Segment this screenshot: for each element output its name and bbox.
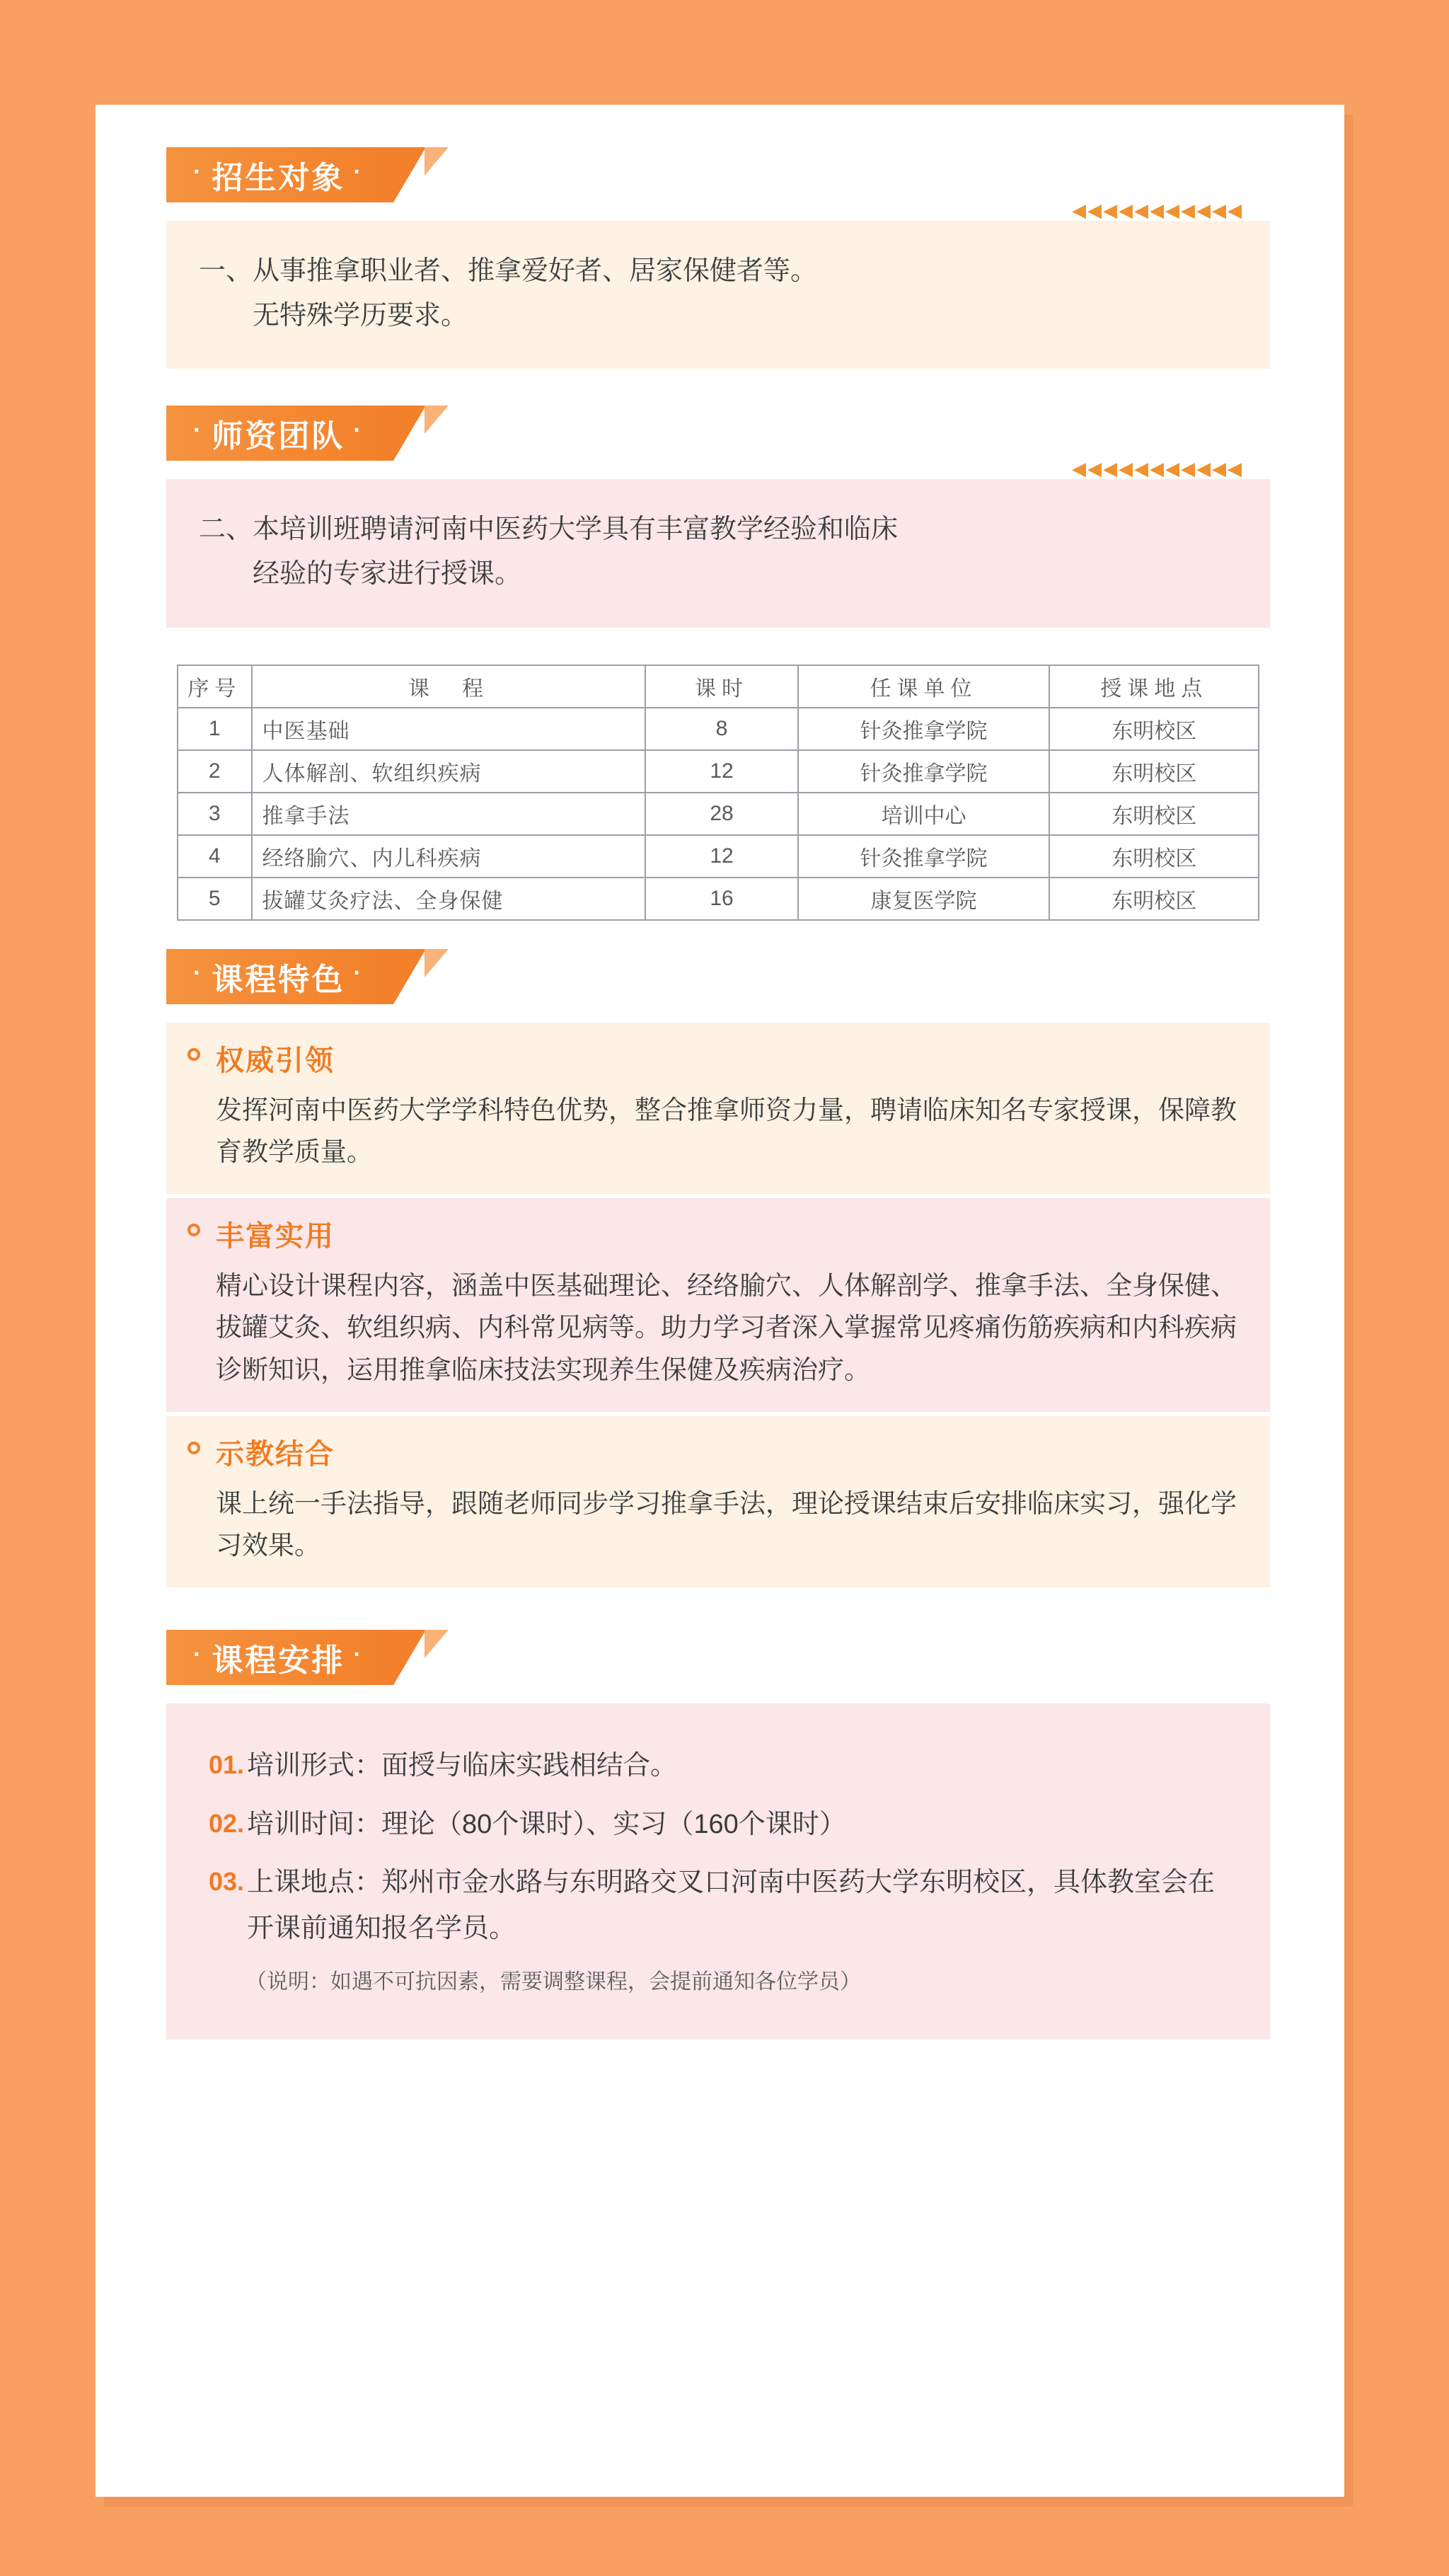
feature-item-demonstration	[166, 1416, 1270, 1587]
faculty-block	[166, 458, 1270, 627]
paragraph-number: 二、	[199, 514, 253, 545]
cell-hours: 28	[645, 793, 797, 835]
table-header-row	[178, 665, 1259, 708]
cell-course: 经络腧穴、内儿科疾病	[252, 835, 646, 878]
ribbon-bar	[166, 949, 393, 1004]
recruitment-paragraph	[199, 249, 1237, 338]
ribbon-right-dot: ·	[353, 1640, 364, 1668]
feature-heading: 丰富实用	[216, 1221, 335, 1253]
recruitment-line-1: 从事推拿职业者、推拿爱好者、居家保健者等。	[253, 256, 818, 286]
cell-place: 东明校区	[1049, 835, 1259, 878]
ribbon-bar	[166, 406, 393, 461]
poster-content	[138, 105, 1298, 2040]
paragraph-number: 一、	[199, 256, 253, 286]
faculty-line-2: 经验的专家进行授课。	[253, 559, 522, 590]
cell-course: 拔罐艾灸疗法、全身保健	[252, 878, 646, 920]
arrow-decoration: ◀◀◀◀◀◀◀◀◀◀◀	[1072, 200, 1243, 221]
th-place: 授课地点	[1049, 665, 1259, 708]
feature-body: 精心设计课程内容，涵盖中医基础理论、经络腧穴、人体解剖学、推拿手法、全身保健、拔罐艾灸、软组织病、内科常见病等。助力学习者深入掌握常见疼痛伤筋疾病和内科疾病诊断知识，运用推拿临床技法实现养生保健及疾病治疗。	[216, 1271, 1237, 1384]
course-table-body	[178, 708, 1259, 920]
schedule-text: 上课地点：郑州市金水路与东明路交叉口河南中医药大学东明校区，具体教室会在开课前通知报名学员。	[247, 1868, 1216, 1943]
circle-bullet-icon	[187, 1442, 200, 1454]
th-hours: 课时	[645, 665, 797, 708]
cell-hours: 12	[645, 835, 797, 878]
th-no: 序号	[178, 665, 252, 708]
section-title: 课程安排	[212, 1643, 345, 1679]
ribbon-bar	[166, 147, 393, 202]
paragraph-text	[253, 507, 1237, 596]
ribbon-tail	[393, 1630, 426, 1685]
ribbon-left-dot: ·	[193, 416, 204, 444]
recruitment-line-2: 无特殊学历要求。	[253, 300, 468, 330]
ribbon-left-dot: ·	[193, 158, 204, 185]
ribbon-right-dot: ·	[353, 960, 364, 987]
course-table-head	[178, 665, 1259, 708]
ribbon-tail	[393, 406, 426, 461]
schedule-text: 培训时间：理论（80个课时）、实习（160个课时）	[247, 1809, 846, 1839]
schedule-index: 01.	[209, 1750, 245, 1780]
feature-item-authority	[166, 1023, 1270, 1194]
recruitment-block	[166, 200, 1270, 369]
cell-place: 东明校区	[1049, 878, 1259, 920]
section-title: 课程特色	[212, 962, 345, 997]
circle-bullet-icon	[187, 1224, 200, 1236]
th-course: 课 程	[252, 665, 646, 708]
schedule-item	[209, 1802, 1228, 1848]
ribbon-right-dot: ·	[353, 158, 364, 185]
ribbon-left-dot: ·	[193, 1640, 204, 1668]
features-bottom-spacer	[138, 1587, 1298, 1630]
feature-item-practical	[166, 1198, 1270, 1412]
cell-unit: 针灸推拿学院	[798, 750, 1050, 793]
ribbon-tail-secondary	[425, 949, 449, 977]
cell-course: 中医基础	[252, 708, 646, 750]
cell-no: 5	[178, 878, 252, 920]
th-unit: 任课单位	[798, 665, 1050, 708]
ribbon-tail-secondary	[425, 1630, 449, 1658]
schedule-index: 03.	[209, 1867, 245, 1897]
table-row	[178, 835, 1259, 878]
ribbon-left-dot: ·	[193, 960, 204, 987]
arrow-decoration: ◀◀◀◀◀◀◀◀◀◀◀	[1072, 458, 1243, 480]
feature-heading: 权威引领	[216, 1045, 335, 1076]
ribbon-bar	[166, 1630, 393, 1685]
cell-place: 东明校区	[1049, 750, 1259, 793]
cell-unit: 针灸推拿学院	[798, 708, 1050, 750]
schedule-item	[209, 1743, 1228, 1789]
cell-no: 1	[178, 708, 252, 750]
cell-no: 4	[178, 835, 252, 878]
paragraph-text	[253, 249, 1237, 338]
feature-body: 发挥河南中医药大学学科特色优势，整合推拿师资力量，聘请临床知名专家授课，保障教育教学质量。	[216, 1095, 1237, 1166]
ribbon-tail-secondary	[425, 147, 449, 176]
circle-bullet-icon	[187, 1048, 200, 1061]
cell-course: 人体解剖、软组织疾病	[252, 750, 646, 793]
cell-unit: 培训中心	[798, 793, 1050, 835]
cell-no: 2	[178, 750, 252, 793]
cell-hours: 12	[645, 750, 797, 793]
cell-hours: 8	[645, 708, 797, 750]
cell-no: 3	[178, 793, 252, 835]
faculty-paragraph	[199, 507, 1237, 596]
section-header-features	[166, 949, 393, 1004]
ribbon-tail	[393, 147, 426, 202]
course-table-wrapper	[177, 665, 1259, 921]
feature-heading: 示教结合	[216, 1438, 335, 1470]
table-row	[178, 793, 1259, 835]
faculty-line-1: 本培训班聘请河南中医药大学具有丰富教学经验和临床	[253, 514, 899, 545]
cell-hours: 16	[645, 878, 797, 920]
section-header-faculty	[166, 406, 393, 461]
schedule-text: 培训形式：面授与临床实践相结合。	[247, 1751, 678, 1781]
feature-body: 课上统一手法指导，跟随老师同步学习推拿手法，理论授课结束后安排临床实习，强化学习效果。	[216, 1488, 1237, 1560]
top-spacer	[138, 105, 1298, 147]
cell-course: 推拿手法	[252, 793, 646, 835]
schedule-item	[209, 1860, 1228, 1951]
section-header-recruitment	[166, 147, 393, 202]
poster-card	[96, 105, 1344, 2497]
schedule-note: （说明：如遇不可抗因素，需要调整课程，会提前通知各位学员）	[246, 1970, 861, 1994]
course-table	[177, 665, 1259, 921]
cell-place: 东明校区	[1049, 708, 1259, 750]
cell-place: 东明校区	[1049, 793, 1259, 835]
section-header-schedule	[166, 1630, 393, 1685]
ribbon-right-dot: ·	[353, 416, 364, 444]
table-row	[178, 708, 1259, 750]
cell-unit: 康复医学院	[798, 878, 1050, 920]
ribbon-tail-secondary	[425, 406, 449, 434]
section-title: 招生对象	[212, 161, 345, 195]
table-row	[178, 750, 1259, 793]
section-title: 师资团队	[212, 419, 345, 454]
schedule-block	[166, 1703, 1270, 2040]
schedule-index: 02.	[209, 1808, 245, 1838]
cell-unit: 针灸推拿学院	[798, 835, 1050, 878]
ribbon-tail	[393, 949, 426, 1004]
table-row	[178, 878, 1259, 920]
